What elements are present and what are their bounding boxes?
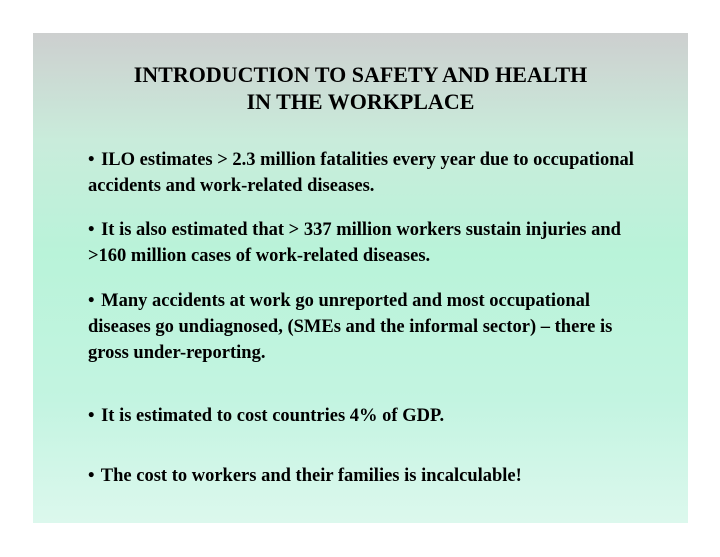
bullet-icon: • (88, 150, 95, 170)
bullet-text: The cost to workers and their families is incalculable! (100, 466, 522, 486)
slide-title (33, 61, 688, 115)
bullet-item (88, 403, 648, 429)
bullet-text: It is estimated to cost countries 4% of GDP. (101, 406, 445, 426)
bullet-icon: • (88, 466, 95, 486)
bullet-text: Many accidents at work go unreported and most occupational diseases go undiagnosed, (SMEs and the informal sector) – there is gross under-reporting. (88, 291, 613, 363)
bullet-text: It is also estimated that > 337 million workers sustain injuries and >160 million cases of work-related diseases. (88, 220, 621, 266)
bullet-icon: • (88, 291, 95, 311)
slide (33, 33, 688, 523)
bullet-icon: • (88, 220, 95, 240)
bullet-item (88, 288, 648, 366)
title-line-1: INTRODUCTION TO SAFETY AND HEALTH (133, 62, 588, 87)
bullet-item (88, 217, 648, 269)
bullet-text: ILO estimates > 2.3 million fatalities every year due to occupational accidents and work-related diseases. (88, 150, 634, 196)
bullet-icon: • (88, 406, 95, 426)
title-line-2: IN THE WORKPLACE (246, 89, 475, 114)
bullet-item (88, 147, 648, 199)
bullet-item (88, 463, 648, 489)
